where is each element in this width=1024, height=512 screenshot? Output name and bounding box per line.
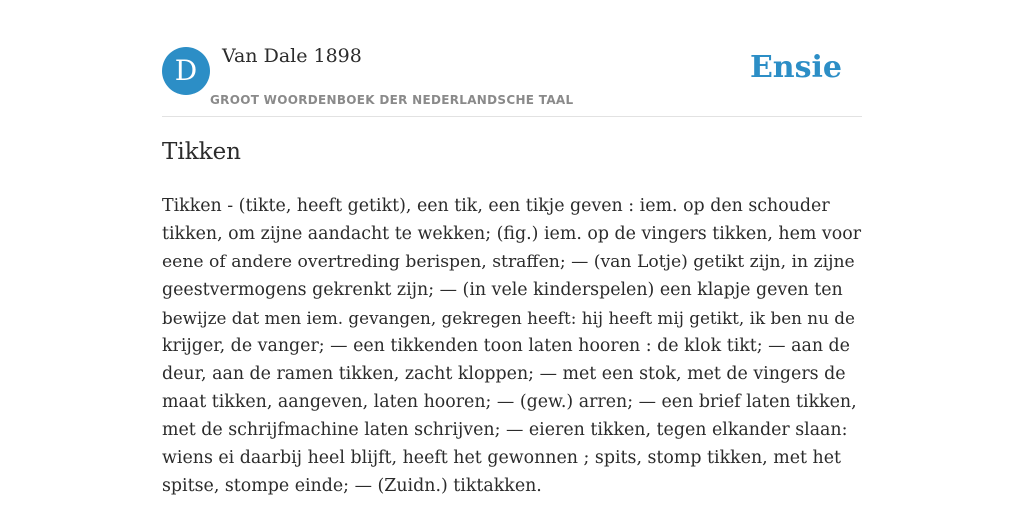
source-logo: D [162,47,210,95]
brand-logo[interactable]: Ensie [749,50,842,85]
definition-line: spitse, stompe einde; — (Zuidn.) tiktakken. [162,476,542,496]
definition-line: wiens ei daarbij heel blijft, heeft het gewonnen ; spits, stomp tikken, met het [162,448,841,468]
source-title[interactable]: Van Dale 1898 [222,45,362,67]
source-subtitle: GROOT WOORDENBOEK DER NEDERLANDSCHE TAAL [210,93,574,107]
definition-line: Tikken - (tikte, heeft getikt), een tik, een tikje geven : iem. op den schouder [162,196,830,216]
definition-line: eene of andere overtreding berispen, straffen; — (van Lotje) getikt zijn, in zijne [162,252,855,272]
card-header [162,0,862,117]
definition-line: met de schrijfmachine laten schrijven; — eieren tikken, tegen elkander slaan: [162,420,848,440]
definition-line: deur, aan de ramen tikken, zacht kloppen; — met een stok, met de vingers de [162,364,846,384]
entry-definition [162,192,862,500]
definition-line: bewijze dat men iem. gevangen, gekregen heeft: hij heeft mij getikt, ik ben nu de [162,308,855,328]
definition-line: tikken, om zijne aandacht te wekken; (fig.) iem. op de vingers tikken, hem voor [162,224,862,244]
definition-line: krijger, de vanger; — een tikkenden toon laten hooren : de klok tikt; — aan de [162,336,850,356]
entry-title: Tikken [162,139,241,165]
definition-line: maat tikken, aangeven, laten hooren; — (gew.) arren; — een brief laten tikken, [162,392,857,412]
definition-line: geestvermogens gekrenkt zijn; — (in vele kinderspelen) een klapje geven ten [162,280,843,300]
dictionary-card [162,0,862,512]
